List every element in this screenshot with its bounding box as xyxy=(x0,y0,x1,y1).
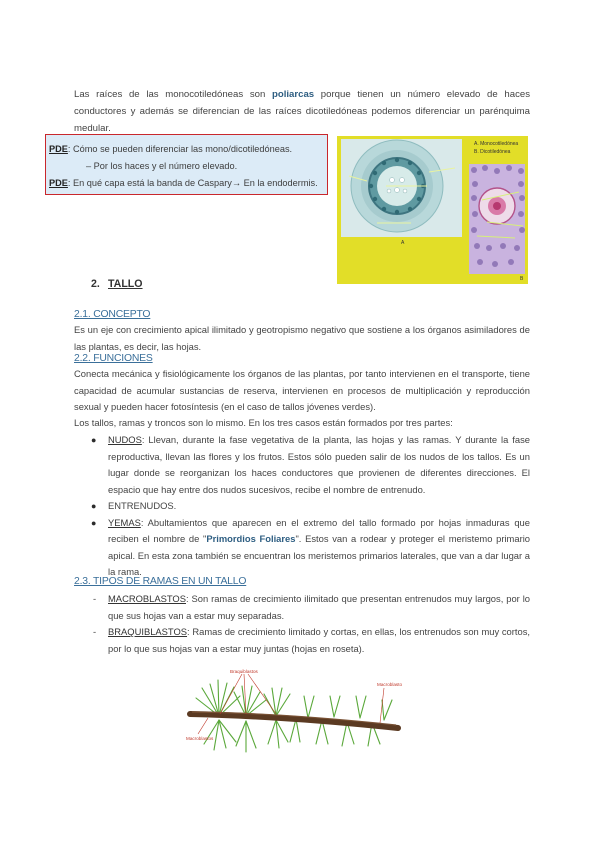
label-macroblastos: Macroblastos xyxy=(186,736,214,741)
panel-a-label: A xyxy=(401,240,405,246)
pde-note-box xyxy=(45,134,328,195)
pde-answer-1: – Por los haces y el número elevado. xyxy=(86,161,238,172)
primordios-foliares: Primordios Foliares xyxy=(206,533,296,544)
term-yemas: YEMAS xyxy=(108,516,141,528)
term-macroblastos: MACROBLASTOS xyxy=(108,593,186,604)
subheading-tipos-ramas: 2.3. TIPOS DE RAMAS EN UN TALLO xyxy=(74,576,247,587)
legend-dicot: B. Dicotiledónea xyxy=(474,149,511,155)
intro-paragraph xyxy=(74,86,530,137)
branch-illustration xyxy=(184,666,413,758)
pde-q1-text: : Cómo se pueden diferenciar las mono/dicotiledóneas. xyxy=(67,144,293,154)
intro-text-before: Las raíces de las monocotiledóneas son xyxy=(74,89,272,100)
parts-list xyxy=(74,432,530,581)
braquiblastos-text: : Ramas de crecimiento limitado y cortas, en ellas, los entrenudos son muy cortos, por lo que sus hojas van a estar muy juntas (hojas en roseta). xyxy=(108,626,530,654)
section-2-heading xyxy=(91,278,143,290)
nudos-text: : Llevan, durante la fase vegetativa de la planta, las hojas y las ramas. Y durante la fase reproductiva, llevan las flores y los frutos. Estos sólo pueden salir de los nudos de los tallos. Es un lugar donde se reorganizan los haces conductores que provienen de diferentes direcciones. El espacio que hay entre dos nudos sucesivos, recibe el nombre de entrenudo. xyxy=(108,434,530,495)
label-macroblasto-right: Macroblasto xyxy=(377,682,403,687)
root-section-illustration xyxy=(337,136,528,284)
yemas-text-after: ". Estos van a rodear y proteger el meristemo primario apical. En esta zona también se encuentran los meristemos primarios laterales, que van a dar lugar a la rama. xyxy=(108,533,530,577)
section-title: TALLO xyxy=(108,278,143,290)
term-nudos: NUDOS xyxy=(108,434,142,445)
list-item xyxy=(74,515,530,581)
branch-types-figure xyxy=(184,666,413,758)
concepto-paragraph: Es un eje con crecimiento apical ilimitado y geotropismo negativo que sostiene a los órganos asimiladores de las plantas, es decir, las hojas. xyxy=(74,324,530,352)
entrenudos-text: . xyxy=(173,500,177,511)
section-number: 2. xyxy=(91,278,100,290)
pde-label: PDE xyxy=(49,178,68,189)
dash-marker: - xyxy=(93,593,97,604)
branch-types-list xyxy=(74,591,530,657)
pde-question-1 xyxy=(49,141,323,158)
macroblastos-text: : Son ramas de crecimiento ilimitado que presentan entrenudos muy largos, por lo que sus hojas van a estar muy separadas. xyxy=(108,593,530,621)
root-cross-section-figure xyxy=(337,136,528,284)
funciones-paragraph: Conecta mecánica y fisiológicamente los órganos de las plantas, por tanto intervienen en el transporte, tiene capacidad de acumular sustancias de reserva, intervienen en procesos de multiplicación y reproducción sexual y pueden hacer fotosíntesis (en el caso de tallos jóvenes verdes). xyxy=(74,368,530,412)
bullet-icon: ● xyxy=(91,435,97,445)
list-item xyxy=(74,432,530,498)
intro-text-after: porque tienen un número elevado de haces conductores y además se diferencian de las raíces dicotiledóneas podemos diferenciar un parénquima medular. xyxy=(74,89,531,134)
legend-monocot: A. Monocotiledónea xyxy=(474,141,519,147)
pde-q2-text: : En qué capa está la banda de Caspary→ En la endodermis. xyxy=(67,178,318,189)
intro-bold-term: poliarcas xyxy=(271,89,315,100)
dash-marker: - xyxy=(93,626,97,637)
bullet-icon: ● xyxy=(91,517,97,528)
subheading-concepto: 2.1. CONCEPTO xyxy=(74,309,151,320)
parts-intro: Los tallos, ramas y troncos son lo mismo. En los tres casos están formados por tres partes: xyxy=(74,417,453,428)
pde-question-2 xyxy=(49,175,323,192)
pde-label: PDE xyxy=(49,144,68,154)
bullet-icon: ● xyxy=(91,501,97,511)
list-item xyxy=(74,498,530,515)
label-braquiblastos: Braquiblastos xyxy=(230,669,258,674)
term-braquiblastos: BRAQUIBLASTOS xyxy=(108,626,188,637)
list-item xyxy=(74,591,530,624)
yemas-text-before: : Abultamientos que aparecen en el extremo del tallo formado por hojas inmaduras que reciben el nombre de " xyxy=(108,516,530,544)
term-entrenudos: ENTRENUDOS xyxy=(108,500,174,511)
subheading-funciones: 2.2. FUNCIONES xyxy=(74,353,153,364)
list-item xyxy=(74,624,530,657)
panel-b-label: B xyxy=(520,276,524,282)
